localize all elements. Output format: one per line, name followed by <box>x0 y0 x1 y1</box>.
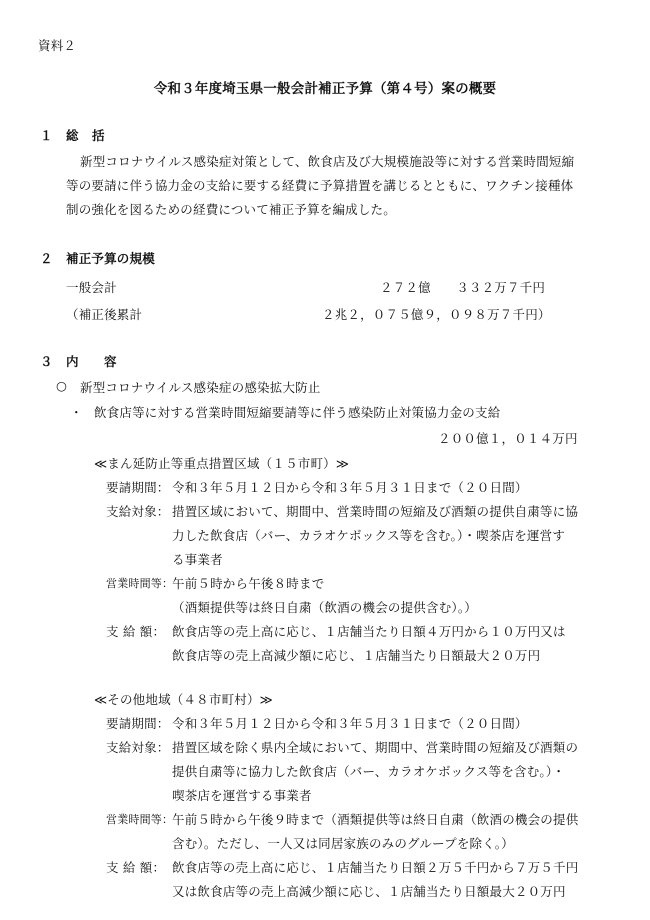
field-value: 飲食店等の売上高減少額に応じ、１店舗当たり日額最大２０万円 <box>172 648 541 663</box>
field-value: 飲食店等の売上高に応じ、１店舗当たり日額２万５千円から７万５千円 <box>172 860 579 875</box>
field-label: 営業時間等： <box>106 577 174 590</box>
section-heading-part: 総 <box>66 128 79 143</box>
section-heading-part: 括 <box>92 128 105 143</box>
field-label: 営業時間等： <box>106 813 174 826</box>
category-title: 新型コロナウイルス感染症の感染拡大防止 <box>80 380 321 395</box>
field-value: （酒類提供等は終日自粛（飲酒の機会の提供含む）。） <box>172 600 478 615</box>
field-label: 要請期間： <box>106 716 170 731</box>
field-value: 令和３年５月１２日から令和３年５月３１日まで（２０日間） <box>172 716 528 731</box>
field-value: 飲食店等の売上高に応じ、１店舗当たり日額４万円から１０万円又は <box>172 624 566 639</box>
page-title: 令和３年度埼玉県一般会計補正予算（第４号）案の概要 <box>153 81 497 97</box>
dot-bullet: ・ <box>70 405 83 420</box>
circle-bullet: ○ <box>56 378 68 393</box>
budget-row-label: 一般会計 <box>66 280 117 295</box>
budget-row-value: ２兆２，０７５億９，０９８万７千円） <box>322 307 551 322</box>
section-number: ３ <box>40 354 53 369</box>
field-value: 提供自粛等に協力した飲食店（バー、カラオケボックス等を含む。）・ <box>172 764 566 779</box>
section-number: ２ <box>40 251 53 266</box>
paragraph-line: 等の要請に伴う協力金の支給に要する経費に予算措置を講じるとともに、ワクチン接種体 <box>66 178 574 193</box>
field-value: 措置区域において、期間中、営業時間の短縮及び酒類の提供自粛等に協 <box>172 504 579 519</box>
field-value: る事業者 <box>172 552 223 567</box>
section-heading-part: 容 <box>104 354 117 369</box>
area-heading: ≪その他地域（４８市町村）≫ <box>94 692 273 707</box>
field-value: 含む）。ただし、一人又は同居家族のみのグループを除く。） <box>172 836 514 851</box>
field-label: 要請期間： <box>106 480 170 495</box>
field-value: 令和３年５月１２日から令和３年５月３１日まで（２０日間） <box>172 480 528 495</box>
section-number: １ <box>40 128 53 143</box>
paragraph-line: 新型コロナウイルス感染症対策として、飲食店及び大規模施設等に対する営業時間短縮 <box>80 154 575 169</box>
field-label: 支給対象： <box>106 504 170 519</box>
paragraph-line: 制の強化を図るための経費について補正予算を編成した。 <box>66 202 396 217</box>
section-heading: 補正予算の規模 <box>66 251 155 266</box>
item-title: 飲食店等に対する営業時間短縮要請等に伴う感染防止対策協力金の支給 <box>94 405 501 420</box>
field-label: 支給対象： <box>106 740 170 755</box>
field-label: 支 給 額： <box>106 624 166 639</box>
field-value: 措置区域を除く県内全域において、期間中、営業時間の短縮及び酒類の <box>172 740 579 755</box>
field-value: 力した飲食店（バー、カラオケボックス等を含む。）・喫茶店を運営す <box>172 528 566 543</box>
item-amount: ２００億１，０１４万円 <box>438 431 578 446</box>
doc-label: 資料２ <box>38 38 77 53</box>
field-label: 支 給 額： <box>106 860 166 875</box>
field-value: 午前５時から午後９時まで（酒類提供等は終日自粛（飲酒の機会の提供 <box>172 812 579 827</box>
field-value: 午前５時から午後８時まで <box>172 576 325 591</box>
field-value: 喫茶店を運営する事業者 <box>172 788 312 803</box>
area-heading: ≪まん延防止等重点措置区域（１５市町）≫ <box>94 456 350 471</box>
section-heading-part: 内 <box>66 354 79 369</box>
budget-row-label: （補正後累計 <box>66 307 143 322</box>
field-value: 又は飲食店等の売上高減少額に応じ、１店舗当たり日額最大２０万円 <box>172 884 566 899</box>
budget-row-value: ２７２億 ３３２万７千円 <box>380 280 546 295</box>
